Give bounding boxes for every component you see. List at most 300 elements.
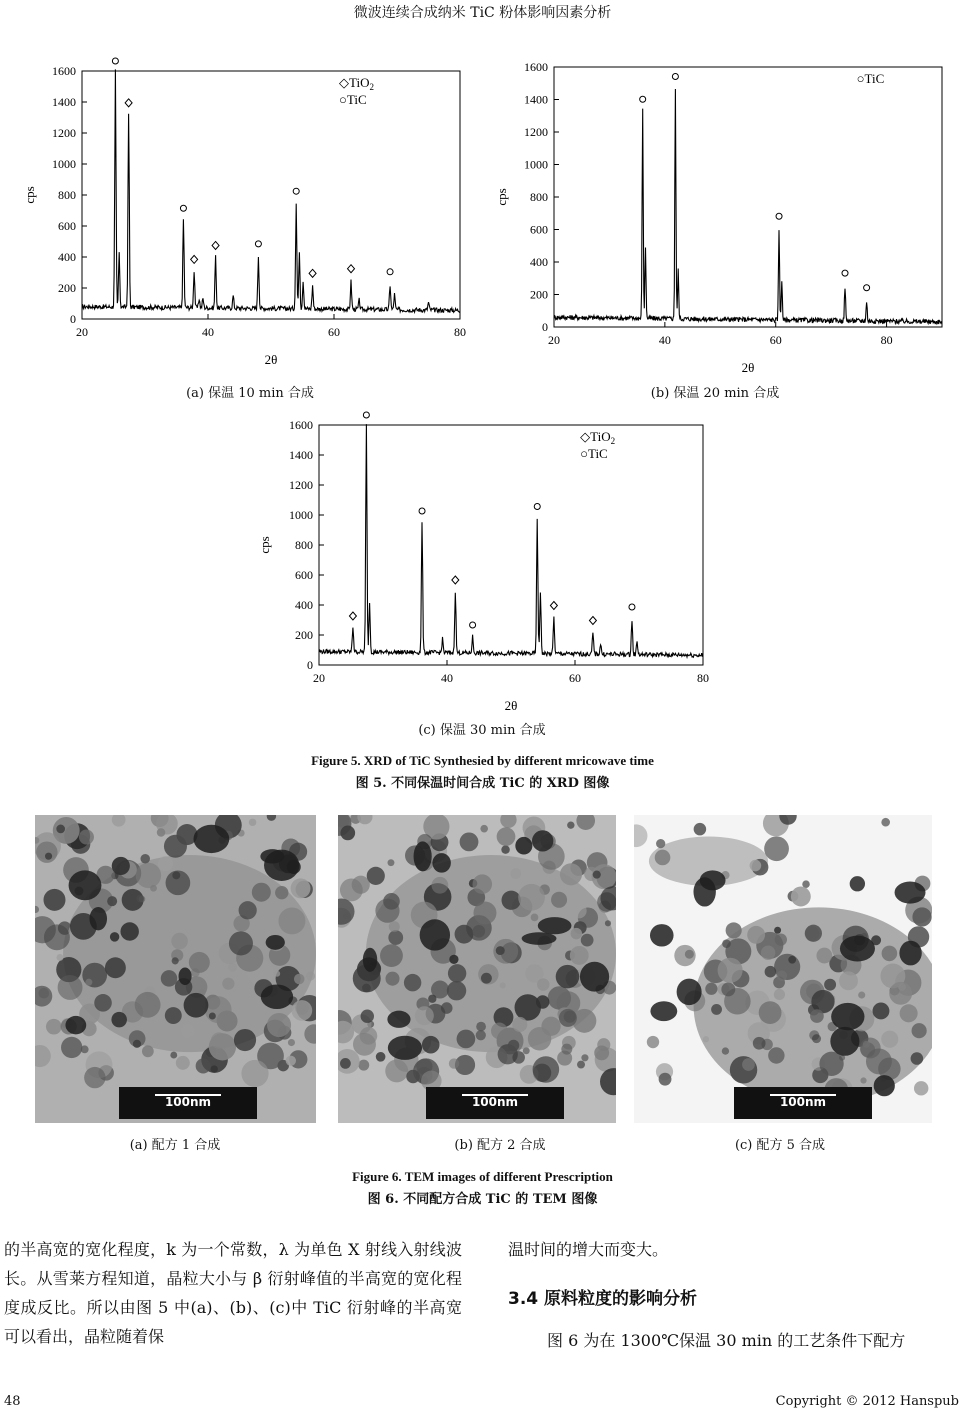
particle bbox=[858, 992, 865, 999]
x-tick-label: 20 bbox=[313, 671, 325, 685]
dark-particle bbox=[414, 841, 432, 871]
dark-particle bbox=[830, 1027, 859, 1056]
y-tick-label: 200 bbox=[58, 281, 76, 295]
particle bbox=[142, 1045, 154, 1057]
particle bbox=[705, 983, 717, 995]
particle bbox=[352, 876, 370, 894]
particle bbox=[472, 874, 492, 894]
xrd-trace bbox=[319, 424, 703, 657]
particle bbox=[882, 946, 898, 962]
particle bbox=[57, 954, 64, 961]
particle bbox=[389, 921, 400, 932]
page-number: 48 bbox=[4, 1394, 21, 1409]
particle bbox=[205, 996, 232, 1023]
particle bbox=[406, 1070, 420, 1084]
x-tick-label: 80 bbox=[880, 333, 893, 347]
dark-particle bbox=[831, 1003, 864, 1030]
dark-particle bbox=[899, 941, 921, 966]
particle bbox=[551, 892, 567, 908]
dark-particle bbox=[677, 979, 702, 1006]
tic-peak-marker bbox=[363, 412, 369, 418]
particle bbox=[900, 1004, 918, 1022]
y-axis-label: cps bbox=[257, 536, 272, 554]
particle bbox=[111, 1012, 127, 1028]
particle bbox=[501, 845, 509, 853]
particle bbox=[107, 896, 117, 906]
particle bbox=[460, 832, 479, 851]
x-tick-label: 20 bbox=[76, 325, 88, 339]
particle bbox=[45, 853, 52, 860]
running-head: 微波连续合成纳米 TiC 粉体影响因素分析 bbox=[353, 5, 612, 21]
fig5-caption-en: Figure 5. XRD of TiC Synthesied by different mricowave time bbox=[311, 753, 654, 768]
particle bbox=[571, 903, 586, 918]
y-tick-label: 800 bbox=[58, 188, 76, 202]
y-tick-label: 600 bbox=[530, 222, 548, 237]
tic-peak-marker bbox=[180, 205, 186, 211]
tic-peak-marker bbox=[293, 188, 299, 194]
x-tick-label: 40 bbox=[441, 671, 453, 685]
dark-particle bbox=[432, 853, 450, 873]
fig6-caption-a: (a) 配方 1 合成 bbox=[129, 1138, 221, 1153]
xrd-chart-b bbox=[492, 55, 952, 375]
particle bbox=[912, 1023, 927, 1038]
section-title: 3.4 原料粒度的影响分析 bbox=[508, 1289, 698, 1309]
particle bbox=[252, 883, 271, 902]
particle bbox=[647, 1036, 659, 1048]
particle bbox=[476, 1022, 486, 1032]
tic-peak-marker bbox=[255, 241, 261, 247]
particle bbox=[79, 830, 94, 845]
particle bbox=[211, 1032, 227, 1048]
fig5-caption-c: (c) 保温 30 min 合成 bbox=[418, 723, 546, 738]
particle bbox=[532, 830, 553, 851]
particle bbox=[166, 870, 191, 895]
y-tick-label: 400 bbox=[58, 250, 76, 264]
particle bbox=[898, 983, 906, 991]
dark-particle bbox=[693, 877, 715, 906]
particle bbox=[84, 1067, 105, 1088]
dark-particle bbox=[387, 1011, 410, 1028]
y-tick-label: 1400 bbox=[289, 448, 313, 462]
particle bbox=[58, 975, 83, 1000]
particle bbox=[491, 1023, 508, 1040]
tic-peak-marker bbox=[419, 508, 425, 514]
tem-image-a bbox=[35, 815, 316, 1123]
dark-particle bbox=[895, 881, 926, 903]
fig6-caption-en: Figure 6. TEM images of different Prescription bbox=[352, 1169, 613, 1184]
dark-particle bbox=[840, 936, 875, 962]
particle bbox=[747, 926, 765, 944]
dark-particle bbox=[266, 935, 285, 950]
particle bbox=[850, 876, 865, 891]
particle bbox=[508, 1040, 519, 1051]
scale-bar-label-a: 100nm bbox=[164, 1095, 212, 1109]
particle bbox=[564, 1011, 576, 1023]
particle bbox=[274, 971, 280, 977]
tio2-peak-marker bbox=[550, 602, 557, 610]
particle bbox=[774, 927, 781, 934]
particle bbox=[385, 972, 399, 986]
copyright: Copyright © 2012 Hanspub bbox=[775, 1394, 959, 1409]
particle bbox=[85, 979, 92, 986]
particle bbox=[761, 946, 775, 960]
particle bbox=[824, 979, 836, 991]
particle bbox=[43, 889, 65, 911]
legend-entry: ○TiC bbox=[580, 446, 608, 461]
tic-peak-marker bbox=[470, 622, 476, 628]
particle bbox=[711, 1004, 722, 1015]
tic-peak-marker bbox=[112, 58, 118, 64]
particle bbox=[136, 895, 144, 903]
particle bbox=[866, 1048, 892, 1074]
scale-bar-label-b: 100nm bbox=[471, 1095, 519, 1109]
particle bbox=[404, 974, 421, 991]
particle bbox=[172, 957, 179, 964]
particle bbox=[533, 1056, 560, 1083]
particle bbox=[158, 856, 173, 871]
y-tick-label: 600 bbox=[58, 219, 76, 233]
dark-particle bbox=[69, 870, 102, 900]
particle bbox=[605, 920, 611, 926]
tic-peak-marker bbox=[864, 285, 870, 291]
y-tick-label: 1600 bbox=[52, 64, 76, 78]
particle bbox=[768, 1047, 784, 1063]
tic-peak-marker bbox=[534, 504, 540, 510]
particle bbox=[358, 1060, 369, 1071]
dark-particle bbox=[65, 1016, 86, 1034]
particle bbox=[742, 1058, 755, 1071]
particle bbox=[656, 839, 665, 848]
fig5-caption-b: (b) 保温 20 min 合成 bbox=[650, 386, 780, 401]
particle bbox=[415, 1006, 434, 1025]
particle bbox=[170, 1052, 177, 1059]
particle bbox=[703, 1036, 709, 1042]
particle bbox=[722, 1047, 729, 1054]
x-tick-label: 60 bbox=[328, 325, 340, 339]
particle bbox=[764, 836, 789, 861]
xrd-chart-c bbox=[255, 415, 715, 715]
particle bbox=[46, 1019, 62, 1035]
particle bbox=[120, 922, 138, 940]
particle bbox=[570, 946, 589, 965]
y-tick-label: 1200 bbox=[524, 125, 548, 139]
tic-peak-marker bbox=[629, 604, 635, 610]
particle bbox=[750, 860, 762, 872]
particle bbox=[176, 1056, 190, 1070]
particle bbox=[376, 1052, 386, 1062]
particle bbox=[512, 1017, 527, 1032]
particle bbox=[912, 907, 931, 926]
particle bbox=[275, 886, 288, 899]
particle bbox=[94, 994, 112, 1012]
particle bbox=[161, 970, 177, 986]
particle bbox=[718, 958, 743, 983]
plot-frame bbox=[319, 425, 703, 665]
particle bbox=[571, 928, 582, 939]
particle bbox=[136, 863, 161, 888]
particle bbox=[36, 841, 57, 862]
particle bbox=[497, 827, 516, 846]
tio2-peak-marker bbox=[589, 617, 596, 625]
scale-bar-label-c: 100nm bbox=[779, 1095, 827, 1109]
particle bbox=[135, 992, 161, 1018]
y-axis-label: cps bbox=[494, 188, 509, 206]
particle bbox=[726, 922, 742, 938]
particle bbox=[721, 982, 735, 996]
particle bbox=[802, 880, 810, 888]
particle bbox=[480, 825, 488, 833]
particle bbox=[515, 994, 541, 1020]
dark-particle bbox=[388, 1036, 422, 1060]
particle bbox=[567, 822, 574, 829]
particle bbox=[184, 993, 209, 1018]
particle bbox=[181, 1024, 195, 1038]
y-tick-label: 1400 bbox=[52, 95, 76, 109]
dark-particle bbox=[260, 849, 284, 863]
particle bbox=[449, 1058, 459, 1068]
particle bbox=[234, 1029, 256, 1051]
x-tick-label: 80 bbox=[697, 671, 709, 685]
y-tick-label: 1000 bbox=[524, 157, 548, 172]
tic-peak-marker bbox=[842, 270, 848, 276]
y-tick-label: 1200 bbox=[289, 478, 313, 492]
tio2-peak-marker bbox=[349, 612, 356, 620]
particle bbox=[171, 933, 188, 950]
particle bbox=[340, 1058, 351, 1069]
particle bbox=[228, 963, 237, 972]
particle bbox=[61, 1037, 82, 1058]
particle bbox=[447, 981, 466, 1000]
x-tick-label: 40 bbox=[658, 333, 671, 347]
x-tick-label: 60 bbox=[569, 671, 581, 685]
particle bbox=[561, 1044, 572, 1055]
particle bbox=[431, 877, 448, 894]
tio2-peak-marker bbox=[309, 269, 316, 277]
particle bbox=[500, 982, 506, 988]
particle bbox=[860, 1077, 866, 1083]
particle bbox=[581, 1054, 588, 1061]
xrd-chart-a bbox=[20, 55, 480, 370]
tio2-peak-marker bbox=[191, 255, 198, 263]
particle bbox=[839, 971, 858, 990]
particle bbox=[56, 825, 65, 834]
particle bbox=[805, 925, 822, 942]
dark-particle bbox=[89, 907, 107, 930]
particle bbox=[249, 819, 256, 826]
legend-entry: ○TiC bbox=[856, 71, 885, 86]
particle bbox=[44, 924, 70, 950]
particle bbox=[267, 1013, 291, 1037]
dark-particle bbox=[580, 962, 609, 992]
x-axis-label: 2θ bbox=[504, 698, 518, 713]
body-right-bottom: 图 6 为在 1300℃保温 30 min 的工艺条件下配方 bbox=[547, 1331, 906, 1350]
particle bbox=[140, 854, 150, 864]
y-tick-label: 200 bbox=[295, 628, 313, 642]
particle bbox=[911, 1052, 924, 1065]
plot-frame bbox=[82, 71, 460, 319]
particle bbox=[340, 826, 355, 841]
y-tick-label: 1200 bbox=[52, 126, 76, 140]
particle bbox=[189, 952, 210, 973]
particle bbox=[531, 914, 539, 922]
particle bbox=[655, 850, 671, 866]
legend-entry: ◇TiO$_2$ bbox=[339, 75, 375, 92]
particle bbox=[560, 863, 582, 885]
particle bbox=[594, 1045, 609, 1060]
particle bbox=[380, 944, 403, 967]
particle bbox=[528, 1027, 551, 1050]
particle bbox=[457, 1030, 476, 1049]
particle bbox=[881, 818, 890, 827]
particle bbox=[448, 964, 466, 982]
particle bbox=[537, 978, 549, 990]
dark-particle bbox=[261, 984, 293, 1009]
particle bbox=[105, 957, 126, 978]
particle bbox=[157, 828, 166, 837]
particle bbox=[388, 930, 403, 945]
y-axis-label: cps bbox=[22, 186, 37, 204]
y-tick-label: 400 bbox=[530, 255, 548, 269]
y-tick-label: 0 bbox=[542, 320, 548, 334]
particle bbox=[518, 884, 545, 911]
y-tick-label: 0 bbox=[307, 658, 313, 672]
particle bbox=[685, 950, 694, 959]
plot-frame bbox=[554, 67, 942, 327]
x-tick-label: 20 bbox=[548, 333, 560, 347]
tem-image-c bbox=[634, 815, 932, 1123]
particle bbox=[536, 995, 549, 1008]
particle bbox=[133, 1040, 141, 1048]
particle bbox=[196, 1058, 211, 1073]
x-tick-label: 40 bbox=[202, 325, 214, 339]
particle bbox=[288, 1039, 295, 1046]
particle bbox=[774, 989, 785, 1000]
particle bbox=[556, 965, 580, 989]
dark-particle bbox=[193, 825, 229, 853]
x-tick-label: 60 bbox=[769, 333, 782, 347]
particle bbox=[816, 948, 832, 964]
particle bbox=[222, 978, 234, 990]
tic-peak-marker bbox=[776, 213, 782, 219]
y-tick-label: 1000 bbox=[289, 508, 313, 522]
particle bbox=[510, 868, 521, 879]
xrd-trace bbox=[554, 89, 942, 324]
particle bbox=[881, 1031, 898, 1048]
xrd-trace bbox=[82, 69, 460, 312]
particle bbox=[788, 956, 796, 964]
particle bbox=[874, 1075, 895, 1096]
particle bbox=[496, 946, 505, 955]
y-tick-label: 600 bbox=[295, 568, 313, 582]
particle bbox=[812, 1034, 821, 1043]
particle bbox=[775, 933, 787, 945]
particle bbox=[110, 932, 119, 941]
tio2-peak-marker bbox=[125, 99, 132, 107]
fig5-caption-zh: 图 5. 不同保温时间合成 TiC 的 XRD 图像 bbox=[355, 776, 610, 791]
dark-particle bbox=[287, 860, 301, 874]
y-tick-label: 1600 bbox=[524, 60, 548, 74]
particle bbox=[502, 891, 521, 910]
particle bbox=[361, 1010, 374, 1023]
y-tick-label: 1600 bbox=[289, 418, 313, 432]
y-tick-label: 0 bbox=[70, 312, 76, 326]
fig6-caption-c: (c) 配方 5 合成 bbox=[734, 1138, 826, 1153]
particle bbox=[165, 1007, 182, 1024]
particle bbox=[278, 907, 305, 934]
particle bbox=[112, 857, 130, 875]
particle bbox=[385, 1060, 408, 1083]
fig5-caption-a: (a) 保温 10 min 合成 bbox=[186, 386, 314, 401]
y-tick-label: 800 bbox=[295, 538, 313, 552]
particle bbox=[239, 901, 257, 919]
y-tick-label: 1000 bbox=[52, 157, 76, 171]
particle bbox=[694, 823, 707, 836]
particle bbox=[383, 893, 400, 910]
particle bbox=[449, 955, 458, 964]
fig6-caption-b: (b) 配方 2 合成 bbox=[454, 1138, 546, 1153]
particle bbox=[791, 887, 811, 907]
legend-entry: ○TiC bbox=[339, 92, 367, 107]
particle bbox=[306, 972, 315, 981]
y-tick-label: 200 bbox=[530, 287, 548, 302]
x-axis-label: 2θ bbox=[741, 360, 755, 375]
particle bbox=[777, 970, 788, 981]
dark-particle bbox=[522, 932, 557, 945]
particle bbox=[759, 1001, 782, 1024]
y-tick-label: 400 bbox=[295, 598, 313, 612]
particle bbox=[873, 1003, 890, 1020]
particle bbox=[581, 934, 594, 947]
tem-image-b bbox=[338, 815, 616, 1123]
particle bbox=[819, 1052, 843, 1076]
tic-peak-marker bbox=[672, 74, 678, 80]
particle bbox=[765, 966, 777, 978]
particle bbox=[914, 1081, 928, 1095]
particle bbox=[810, 1009, 824, 1023]
particle bbox=[286, 1056, 296, 1066]
particle bbox=[292, 1000, 313, 1021]
particle bbox=[428, 995, 436, 1003]
y-tick-label: 1400 bbox=[524, 92, 548, 107]
tic-peak-marker bbox=[387, 269, 393, 275]
particle bbox=[523, 1047, 530, 1054]
tio2-peak-marker bbox=[348, 265, 355, 273]
y-tick-label: 800 bbox=[530, 190, 548, 204]
particle bbox=[422, 1036, 440, 1054]
x-tick-label: 80 bbox=[454, 325, 466, 339]
dark-particle bbox=[650, 924, 674, 946]
dark-particle bbox=[515, 837, 532, 855]
particle bbox=[481, 973, 492, 984]
dark-particle bbox=[420, 919, 450, 950]
particle bbox=[291, 878, 311, 898]
particle bbox=[577, 1061, 585, 1069]
body-left-column: 的半高宽的宽化程度，k 为一个常数，λ 为单色 X 射线入射线波长。从雪莱方程知道，晶粒大小与 β 衍射峰值的半高宽的宽化程度成反比。所以由图 5 中(a)、(b)、(c)中 TiC 衍射峰的半高宽可以看出，晶粒随着保 bbox=[4, 1240, 462, 1346]
legend-entry: ◇TiO$_2$ bbox=[580, 429, 616, 446]
particle bbox=[241, 1060, 268, 1087]
particle bbox=[294, 974, 305, 985]
dark-particle bbox=[363, 948, 377, 972]
dark-particle bbox=[650, 1001, 677, 1021]
tic-peak-marker bbox=[640, 96, 646, 102]
particle bbox=[476, 1030, 486, 1040]
dark-particle bbox=[179, 967, 192, 985]
body-right-top: 温时间的增大而变大。 bbox=[508, 1240, 669, 1259]
particle bbox=[753, 1037, 766, 1050]
tio2-peak-marker bbox=[212, 241, 219, 249]
particle bbox=[360, 1027, 378, 1045]
particle bbox=[229, 931, 253, 955]
